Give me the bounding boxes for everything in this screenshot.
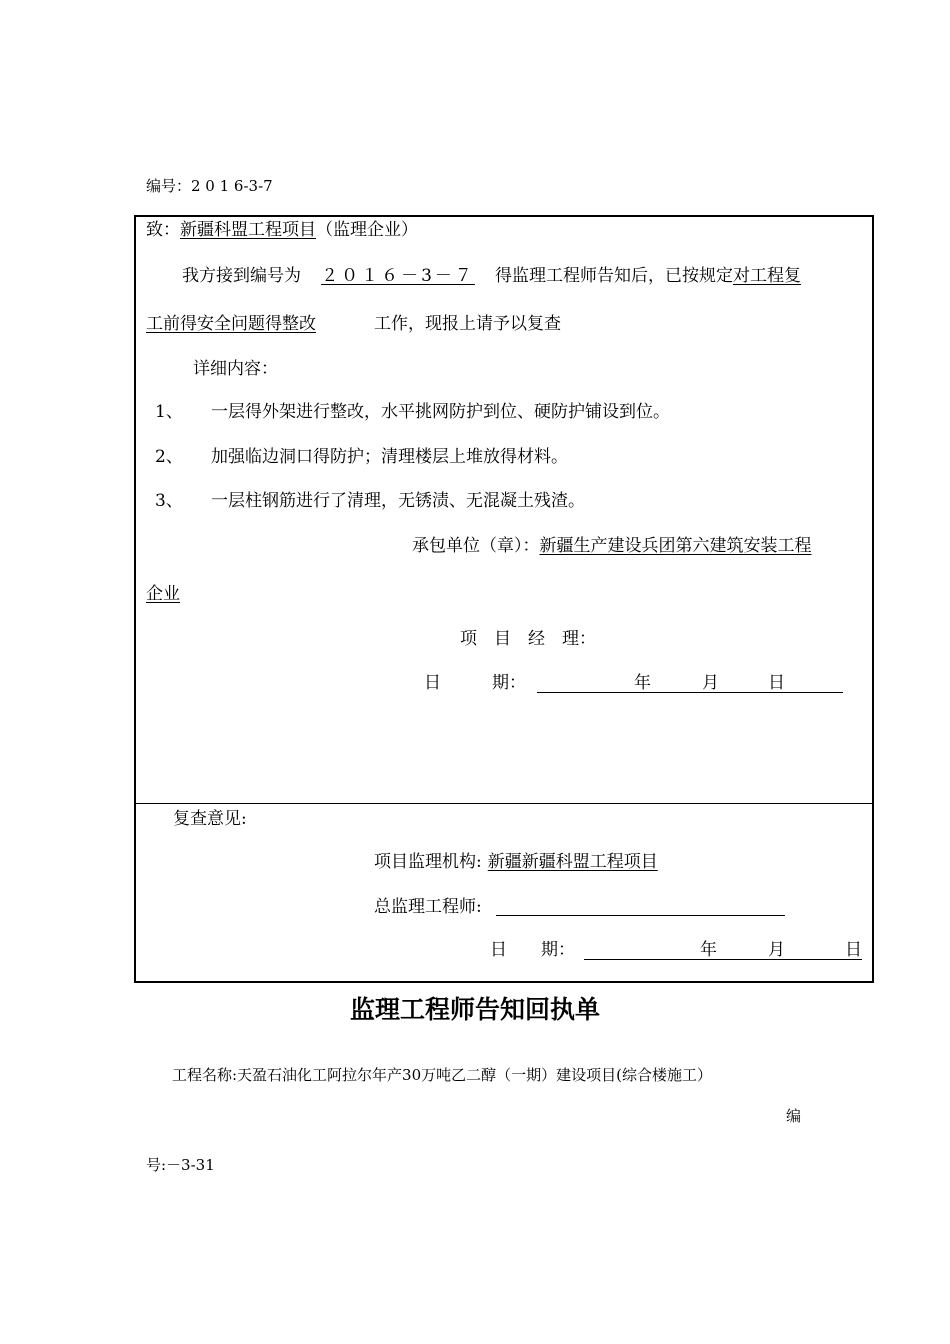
addressee-suffix: （监理企业） — [316, 220, 418, 240]
date-underline — [537, 692, 843, 693]
supervision-org-label: 项目监理机构: — [374, 852, 482, 872]
number-label-part-1: 编 — [786, 1107, 802, 1125]
task-part-1: 对工程复 — [733, 266, 801, 286]
review-label: 复查意见: — [173, 809, 247, 829]
addressee-line — [146, 222, 418, 239]
addressee-org: 新疆科盟工程项目 — [180, 220, 316, 240]
task-part-2-text: 工前得安全问题得整改 — [146, 314, 316, 334]
addressee-prefix: 致： — [146, 220, 180, 240]
chief-engineer-label: 总监理工程师: — [374, 897, 482, 917]
reference-number-value: ２０１６－3－７ — [321, 266, 475, 286]
form-title: 监理工程师告知回执单 — [349, 995, 600, 1024]
date-day-label: 日 — [768, 673, 785, 693]
contractor-name-2: 企业 — [146, 584, 180, 604]
item-text: 一层得外架进行整改，水平挑网防护到位、硬防护铺设到位。 — [211, 402, 670, 422]
item-text: 一层柱钢筋进行了清理，无锈渍、无混凝土残渣。 — [211, 491, 585, 511]
item-number: 2、 — [155, 447, 183, 467]
body-mid: 得监理工程师告知后，已按规定 — [495, 266, 733, 286]
item-number: 1、 — [155, 402, 183, 422]
contractor-line — [412, 538, 812, 555]
list-item — [155, 493, 585, 510]
review-date-label: 日 期： — [490, 940, 575, 960]
contractor-name-1: 新疆生产建设兵团第六建筑安装工程 — [539, 536, 812, 556]
section-divider — [135, 803, 873, 804]
review-date-month: 月 — [768, 940, 785, 960]
review-date-year: 年 — [700, 940, 717, 960]
details-label: 详细内容： — [193, 359, 278, 379]
body-end: 工作，现报上请予以复查 — [374, 314, 561, 334]
contractor-label: 承包单位（章）： — [412, 536, 540, 556]
list-item — [155, 404, 670, 421]
project-name: 工程名称:天盈石油化工阿拉尔年产30万吨乙二醇（一期）建设项目(综合楼施工） — [172, 1066, 712, 1084]
number-label-part-2: 号:－3-31 — [146, 1156, 215, 1174]
item-number: 3、 — [155, 491, 183, 511]
reference-number — [301, 268, 495, 285]
item-text: 加强临边洞口得防护；清理楼层上堆放得材料。 — [211, 447, 568, 467]
supervision-org-line — [374, 854, 658, 871]
date-month-label: 月 — [702, 673, 719, 693]
project-manager-label: 项 目 经 理： — [460, 629, 596, 649]
date-label: 日 期： — [424, 673, 526, 693]
supervision-org-text: 新疆新疆科盟工程项目 — [487, 852, 658, 872]
supervision-org-value — [482, 852, 658, 872]
review-date-day: 日 — [845, 940, 862, 960]
body-intro: 我方接到编号为 — [182, 266, 301, 286]
chief-engineer-underline — [496, 915, 785, 916]
review-date-underline — [584, 959, 862, 960]
date-year-label: 年 — [634, 673, 651, 693]
document-number: 编号：2 0 1 6-3-7 — [146, 177, 273, 195]
body-line-2 — [146, 316, 561, 333]
task-part-2 — [146, 316, 354, 333]
list-item — [155, 449, 568, 466]
body-line-1 — [182, 268, 801, 285]
